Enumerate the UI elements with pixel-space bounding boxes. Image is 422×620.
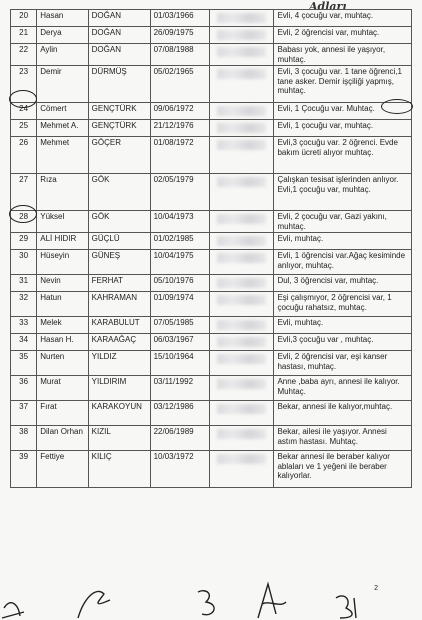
signature-5 (336, 596, 356, 618)
status-note: Eşi çalışmıyor, 2 öğrencisi var, 1 çocuğu rahatsız, muhtaç. (274, 292, 412, 317)
table-row (11, 426, 412, 451)
surname: KARAKOYUN (88, 401, 150, 426)
redacted-id (210, 103, 274, 120)
redacted-id (210, 174, 274, 211)
redaction-blur (217, 30, 266, 40)
surname: GÜÇLÜ (88, 233, 150, 250)
row-number: 25 (11, 120, 37, 137)
table-row (11, 66, 412, 103)
surname: DOĞAN (88, 27, 150, 44)
status-note: Evli, 1 Çocuğu var. Muhtaç. (274, 103, 412, 120)
redacted-id (210, 401, 274, 426)
redacted-id (210, 275, 274, 292)
redaction-blur (217, 47, 266, 57)
redaction-blur (217, 379, 266, 389)
birth-date: 05/10/1976 (150, 275, 210, 292)
first-name: Fırat (37, 401, 88, 426)
birth-date: 09/06/1972 (150, 103, 210, 120)
redacted-id (210, 137, 274, 174)
row-number: 36 (11, 376, 37, 401)
redaction-blur (217, 69, 266, 79)
redaction-blur (217, 278, 266, 288)
status-note: Evli,3 çocuğu var , muhtaç. (274, 334, 412, 351)
surname: KIZIL (88, 426, 150, 451)
redacted-id (210, 27, 274, 44)
birth-date: 01/08/1972 (150, 137, 210, 174)
surname: GÜNEŞ (88, 250, 150, 275)
redaction-blur (217, 404, 266, 414)
table-row (11, 376, 412, 401)
signature-3 (198, 591, 214, 615)
status-note: Evli, 1 çocuğu var, muhtaç. (274, 120, 412, 137)
row-number: 24 (11, 103, 37, 120)
status-note: Anne ,baba ayrı, annesi ile kalıyor. Muhtaç. (274, 376, 412, 401)
row-number: 37 (11, 401, 37, 426)
redacted-id (210, 211, 274, 233)
row-number: 22 (11, 44, 37, 66)
person-table (10, 9, 412, 488)
signature-2 (78, 591, 110, 618)
redaction-blur (217, 123, 266, 133)
surname: DOĞAN (88, 44, 150, 66)
first-name: Cömert (37, 103, 88, 120)
first-name: Nurten (37, 351, 88, 376)
status-note: Dul, 3 öğrencisi var, muhtaç. (274, 275, 412, 292)
surname: GÖK (88, 174, 150, 211)
redacted-id (210, 120, 274, 137)
birth-date: 21/12/1976 (150, 120, 210, 137)
table-row (11, 292, 412, 317)
first-name: Hasan (37, 10, 88, 27)
row-number: 35 (11, 351, 37, 376)
table-row (11, 137, 412, 174)
table-row (11, 211, 412, 233)
first-name: Aylin (37, 44, 88, 66)
birth-date: 01/02/1985 (150, 233, 210, 250)
birth-date: 06/03/1967 (150, 334, 210, 351)
row-number: 26 (11, 137, 37, 174)
redacted-id (210, 250, 274, 275)
birth-date: 26/09/1975 (150, 27, 210, 44)
first-name: ALİ HIDIR (37, 233, 88, 250)
surname: KILIÇ (88, 451, 150, 488)
redaction-blur (217, 454, 266, 464)
status-note: Evli, 3 çocuğu var. 1 tane öğrenci,1 tane asker. Demir işçiliği yapmış, muhtaç. (274, 66, 412, 103)
redacted-id (210, 376, 274, 401)
table-row (11, 233, 412, 250)
status-note: Evli, 2 öğrencisi var, muhtaç. (274, 27, 412, 44)
row-number: 34 (11, 334, 37, 351)
surname: GENÇTÜRK (88, 103, 150, 120)
surname: FERHAT (88, 275, 150, 292)
status-note: Evli, muhtaç. (274, 233, 412, 250)
page-mark: 2 (374, 585, 378, 592)
first-name: Hatun (37, 292, 88, 317)
first-name: Hüseyin (37, 250, 88, 275)
redaction-blur (217, 354, 266, 364)
row-number: 33 (11, 317, 37, 334)
status-note: Bekar annesi ile beraber kalıyor ablaları ve 1 yeğeni ile beraber kalıyorlar. (274, 451, 412, 488)
row-number: 30 (11, 250, 37, 275)
redaction-blur (217, 337, 266, 347)
redacted-id (210, 334, 274, 351)
table-row (11, 174, 412, 211)
redaction-blur (217, 140, 266, 150)
ink-circle-row-27 (9, 205, 37, 223)
row-number: 31 (11, 275, 37, 292)
redacted-id (210, 44, 274, 66)
status-note: Evli,3 çocuğu var. 2 öğrenci. Evde bakım ücreti alıyor muhtaç. (274, 137, 412, 174)
table-body (11, 10, 412, 488)
first-name: Murat (37, 376, 88, 401)
surname: KAHRAMAN (88, 292, 150, 317)
surname: DÜRMÜŞ (88, 66, 150, 103)
table-row (11, 44, 412, 66)
row-number: 28 (11, 211, 37, 233)
surname: DOĞAN (88, 10, 150, 27)
row-number: 29 (11, 233, 37, 250)
row-number: 23 (11, 66, 37, 103)
redaction-blur (217, 177, 266, 187)
signature-4 (258, 584, 286, 618)
first-name: Yüksel (37, 211, 88, 233)
table-row (11, 351, 412, 376)
first-name: Dilan Orhan (37, 426, 88, 451)
status-note: Çalışkan tesisat işlerinden anlıyor. Evli,1 çocuğu var, muhtaç. (274, 174, 412, 211)
redacted-id (210, 292, 274, 317)
redaction-blur (217, 320, 266, 330)
birth-date: 05/02/1965 (150, 66, 210, 103)
redaction-blur (217, 253, 266, 263)
status-note: Bekar, ailesi ile yaşıyor. Annesi astım hastası. Muhtaç. (274, 426, 412, 451)
table-row (11, 317, 412, 334)
redaction-blur (217, 429, 266, 439)
birth-date: 07/08/1988 (150, 44, 210, 66)
first-name: Nevin (37, 275, 88, 292)
table-row (11, 401, 412, 426)
first-name: Hasan H. (37, 334, 88, 351)
birth-date: 01/03/1966 (150, 10, 210, 27)
row-number: 20 (11, 10, 37, 27)
surname: GENÇTÜRK (88, 120, 150, 137)
ink-circle-word (381, 99, 413, 114)
redaction-blur (217, 13, 266, 23)
table-row (11, 120, 412, 137)
surname: GÖÇER (88, 137, 150, 174)
handwritten-header: Adları (309, 0, 347, 13)
birth-date: 10/03/1972 (150, 451, 210, 488)
first-name: Derya (37, 27, 88, 44)
redaction-blur (217, 106, 266, 116)
table-row (11, 275, 412, 292)
signature-1 (2, 603, 24, 618)
birth-date: 07/05/1985 (150, 317, 210, 334)
table-row (11, 250, 412, 275)
redacted-id (210, 233, 274, 250)
row-number: 32 (11, 292, 37, 317)
surname: KARABULUT (88, 317, 150, 334)
table-row (11, 10, 412, 27)
birth-date: 15/10/1964 (150, 351, 210, 376)
surname: KARAAĞAÇ (88, 334, 150, 351)
row-number: 21 (11, 27, 37, 44)
table-row (11, 451, 412, 488)
first-name: Fettiye (37, 451, 88, 488)
redacted-id (210, 66, 274, 103)
surname: YILDIZ (88, 351, 150, 376)
redacted-id (210, 426, 274, 451)
birth-date: 01/09/1974 (150, 292, 210, 317)
first-name: Rıza (37, 174, 88, 211)
table-row (11, 103, 412, 120)
birth-date: 02/05/1979 (150, 174, 210, 211)
row-number: 39 (11, 451, 37, 488)
status-note: Evli, 4 çocuğu var, muhtaç. (274, 10, 412, 27)
table-row (11, 334, 412, 351)
redacted-id (210, 451, 274, 488)
surname: GÖK (88, 211, 150, 233)
birth-date: 10/04/1973 (150, 211, 210, 233)
status-note: Babası yok, annesi ile yaşıyor, muhtaç. (274, 44, 412, 66)
ink-circle-row-23 (9, 90, 37, 108)
status-note: Bekar, annesi ile kalıyor,muhtaç. (274, 401, 412, 426)
redacted-id (210, 351, 274, 376)
surname: YILDIRIM (88, 376, 150, 401)
first-name: Mehmet A. (37, 120, 88, 137)
first-name: Mehmet (37, 137, 88, 174)
birth-date: 03/11/1992 (150, 376, 210, 401)
table-row (11, 27, 412, 44)
first-name: Demir (37, 66, 88, 103)
status-note: Evli, 2 çocuğu var, Gazi yakını, muhtaç. (274, 211, 412, 233)
signatures (0, 578, 422, 620)
status-note: Evli, 1 öğrencisi var.Ağaç kesiminde anlıyor, muhtaç. (274, 250, 412, 275)
redacted-id (210, 317, 274, 334)
redaction-blur (217, 236, 266, 246)
row-number: 27 (11, 174, 37, 211)
birth-date: 22/06/1989 (150, 426, 210, 451)
birth-date: 03/12/1986 (150, 401, 210, 426)
redaction-blur (217, 214, 266, 224)
birth-date: 10/04/1975 (150, 250, 210, 275)
redacted-id (210, 10, 274, 27)
row-number: 38 (11, 426, 37, 451)
status-note: Evli, 2 öğrencisi var, eşi kanser hastası, muhtaç. (274, 351, 412, 376)
redaction-blur (217, 295, 266, 305)
status-note: Evli, muhtaç. (274, 317, 412, 334)
first-name: Melek (37, 317, 88, 334)
